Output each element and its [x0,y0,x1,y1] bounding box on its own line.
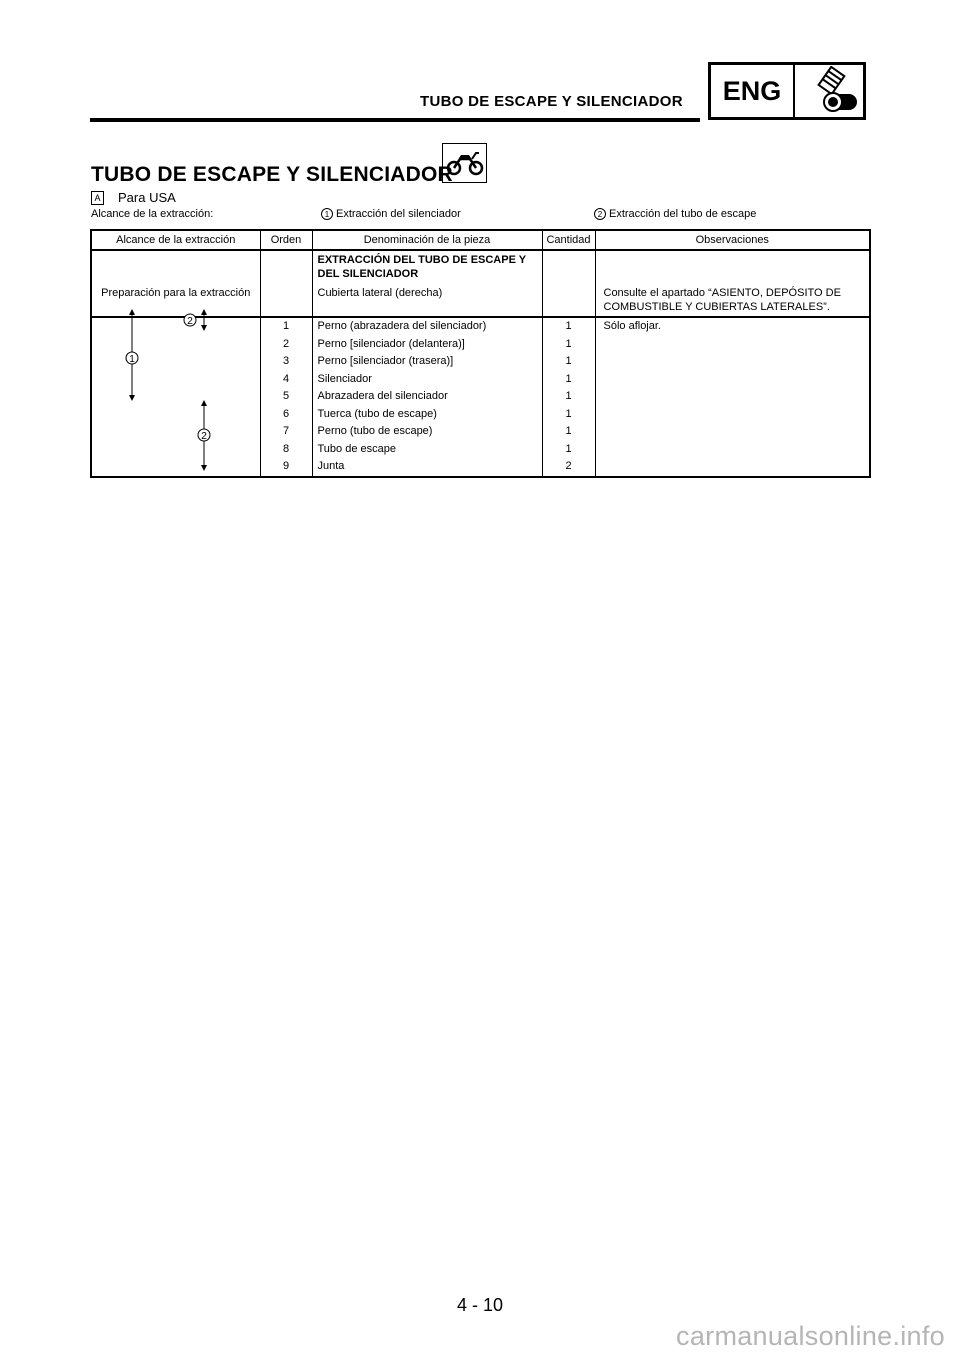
eng-label: ENG [711,65,795,117]
table-row: 2 Perno [silenciador (delantera)] 1 [91,336,870,354]
table-row: 7 Perno (tubo de escape) 1 [91,423,870,441]
motorcycle-icon [442,143,487,183]
watermark: carmanualsonline.info [676,1321,945,1351]
header-title: TUBO DE ESCAPE Y SILENCIADOR [420,93,683,110]
bracket-label-2a: 2 [187,316,193,327]
page-title: TUBO DE ESCAPE Y SILENCIADOR [91,163,453,186]
table-row: 4 Silenciador 1 [91,371,870,389]
region-marker: A [91,191,104,205]
header-scope: Alcance de la extracción [91,230,260,250]
bracket-label-1: 1 [129,354,135,365]
header-order: Orden [260,230,312,250]
page-number: 4 - 10 [456,1295,504,1315]
table-row [91,250,870,283]
scope-brackets [90,308,260,473]
table-row: 9 Junta 2 [91,458,870,477]
bracket-label-2b: 2 [201,431,207,442]
scope-item-2-text: Extracción del tubo de escape [609,208,757,220]
table-row: 8 Tubo de escape 1 [91,441,870,459]
eng-section-badge [708,62,866,120]
table-row: 5 Abrazadera del silenciador 1 [91,388,870,406]
section-heading: EXTRACCIÓN DEL TUBO DE ESCAPE Y DEL SILENCIADOR [312,250,542,283]
table-row: 3 Perno [silenciador (trasera)] 1 [91,353,870,371]
prep-part: Cubierta lateral (derecha) [312,283,542,317]
scope-label: Alcance de la extracción: [91,208,214,220]
scope-item-2 [594,208,756,220]
region-note-text: Para USA [118,190,176,205]
engine-piston-icon [795,65,863,117]
scope-item-1-text: Extracción del silenciador [336,208,461,220]
header-rule [90,118,700,122]
prep-label: Preparación para la extracción [91,283,260,317]
prep-observation: Consulte el apartado “ASIENTO, DEPÓSITO DE COMBUSTIBLE Y CUBIERTAS LATERALES”. [603,287,841,313]
region-note [91,190,176,205]
table-row: 6 Tuerca (tubo de escape) 1 [91,406,870,424]
table-row: 1 Perno (abrazadera del silenciador) 1 Sólo aflojar. [91,317,870,336]
scope-item-2-number: 2 [594,208,606,220]
header-part-name: Denominación de la pieza [312,230,542,250]
scope-item-1 [321,208,461,220]
header-observations: Observaciones [595,230,870,250]
scope-item-1-number: 1 [321,208,333,220]
table-header-row [91,230,870,250]
header-quantity: Cantidad [542,230,595,250]
